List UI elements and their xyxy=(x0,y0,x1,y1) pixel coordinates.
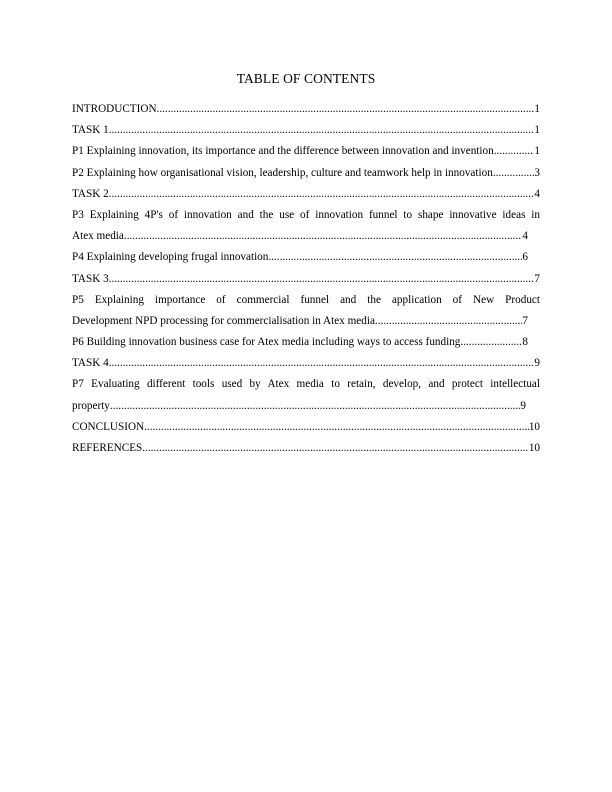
toc-entry-p6[interactable] xyxy=(72,332,540,353)
toc-entry-p3[interactable] xyxy=(72,205,540,247)
toc-entry-p5[interactable] xyxy=(72,290,540,332)
toc-entry-text: TASK 2 xyxy=(72,187,109,200)
toc-entry-p7[interactable] xyxy=(72,374,540,416)
toc-page-number: 1 xyxy=(534,145,540,158)
dot-leader xyxy=(142,438,529,459)
toc-entry-text: TASK 3 xyxy=(72,272,109,285)
toc-entry-text-line-2: Atex media xyxy=(72,230,124,243)
dot-leader xyxy=(268,247,522,268)
toc-page-number: 4 xyxy=(522,230,528,243)
dot-leader xyxy=(460,332,522,353)
toc-entry-text: P4 Explaining developing frugal innovation xyxy=(72,251,269,264)
dot-leader xyxy=(493,163,535,184)
toc-entry-text: P6 Building innovation business case for Atex media including ways to access funding xyxy=(72,336,461,349)
dot-leader xyxy=(157,99,535,120)
toc-entry-conclusion[interactable] xyxy=(72,417,540,438)
toc-entry-text: TASK 1 xyxy=(72,124,109,137)
toc-entry-task-2[interactable] xyxy=(72,184,540,205)
dot-leader xyxy=(124,226,523,247)
toc-entry-text: P1 Explaining innovation, its importance and the difference between innovation and invention xyxy=(72,145,494,158)
toc-entry-text-line-1: P7 Evaluating different tools used by Atex media to retain, develop, and protect intellectual xyxy=(72,378,540,391)
toc-entry-text-line-1: P3 Explaining 4P's of innovation and the use of innovation funnel to shape innovative ideas in xyxy=(72,208,540,221)
toc-entry-text-line-1: P5 Explaining importance of commercial funnel and the application of New Product xyxy=(72,293,540,306)
toc-entry-text: P2 Explaining how organisational vision, leadership, culture and teamwork help in innovation xyxy=(72,166,493,179)
toc-page-number: 1 xyxy=(534,103,540,115)
toc-page-number: 7 xyxy=(534,272,540,285)
dot-leader xyxy=(110,396,521,417)
toc-entry-text-line-2: Development NPD processing for commercialisation in Atex media xyxy=(72,314,375,327)
toc-page-number: 9 xyxy=(520,399,526,412)
toc-entry-introduction[interactable] xyxy=(72,99,540,120)
toc-page-number: 4 xyxy=(534,187,540,200)
dot-leader xyxy=(109,353,535,374)
table-of-contents xyxy=(72,99,540,459)
toc-entry-references[interactable] xyxy=(72,438,540,459)
dot-leader xyxy=(109,184,535,205)
dot-leader xyxy=(375,311,522,332)
toc-entry-text: INTRODUCTION xyxy=(72,103,157,115)
toc-page-number: 3 xyxy=(534,166,540,179)
dot-leader xyxy=(109,120,535,141)
toc-page-number: 9 xyxy=(534,357,540,370)
toc-entry-p2[interactable] xyxy=(72,163,540,184)
dot-leader xyxy=(109,269,535,290)
toc-title: TABLE OF CONTENTS xyxy=(236,71,376,86)
toc-entry-p4[interactable] xyxy=(72,247,540,268)
toc-entry-text: REFERENCES xyxy=(72,442,143,454)
toc-entry-task-1[interactable] xyxy=(72,120,540,141)
dot-leader xyxy=(494,141,535,162)
toc-entry-text: TASK 4 xyxy=(72,357,109,370)
toc-page-number: 8 xyxy=(522,336,528,349)
dot-leader xyxy=(144,417,529,438)
toc-entry-task-3[interactable] xyxy=(72,269,540,290)
toc-page-number: 10 xyxy=(528,420,540,433)
toc-entry-p1[interactable] xyxy=(72,141,540,162)
toc-page-number: 7 xyxy=(522,314,528,327)
toc-page-number: 1 xyxy=(534,124,540,137)
toc-page-number: 10 xyxy=(528,442,540,454)
toc-page-number: 6 xyxy=(522,251,528,264)
toc-entry-text: CONCLUSION xyxy=(72,420,145,433)
toc-entry-text-line-2: property xyxy=(72,399,110,412)
toc-entry-task-4[interactable] xyxy=(72,353,540,374)
